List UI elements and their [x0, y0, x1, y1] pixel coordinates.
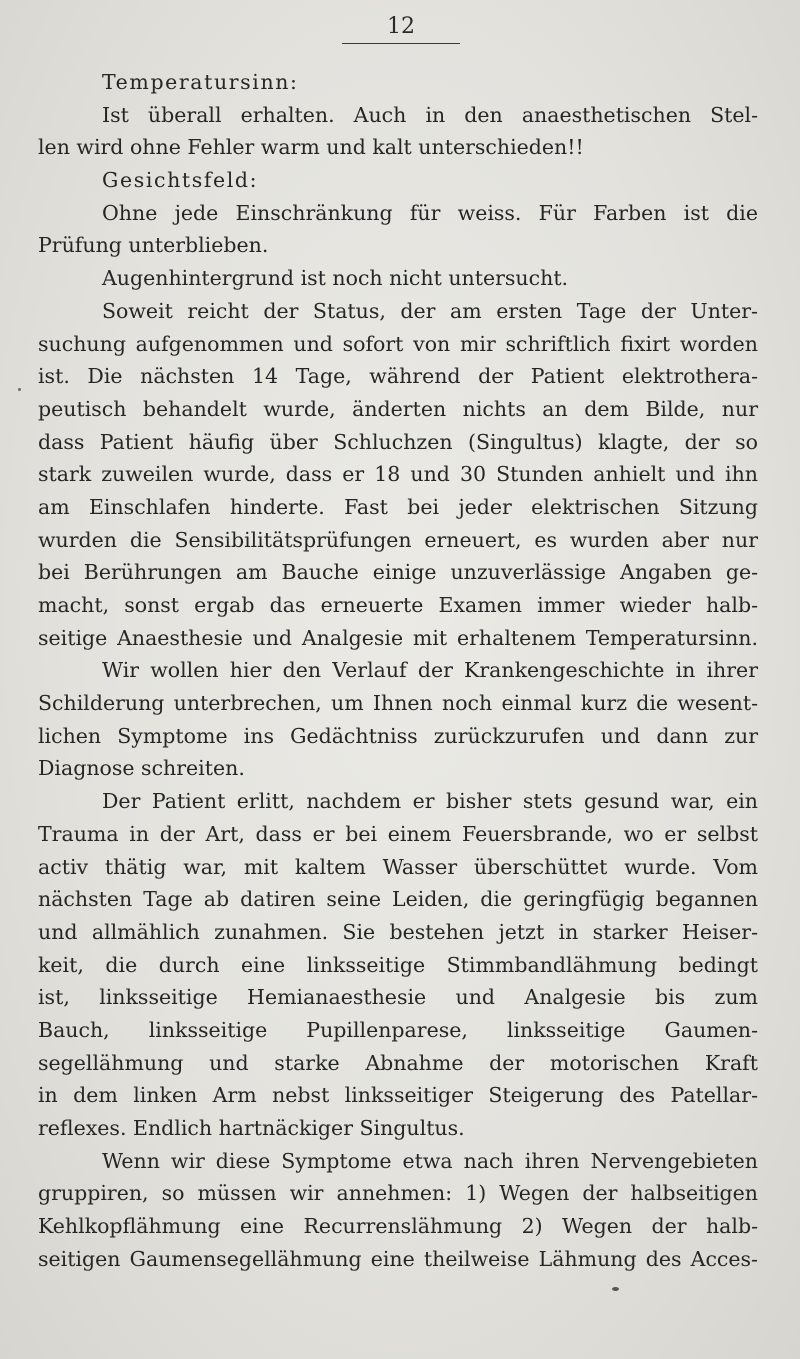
text-line: Trauma in der Art, dass er bei einem Feuersbrande, wo er selbst: [38, 821, 758, 846]
page-number: 12: [387, 14, 415, 39]
text-line: nächsten Tage ab datiren seine Leiden, die geringfügig begannen: [38, 887, 758, 912]
text-line: segellähmung und starke Abnahme der motorischen Kraft: [38, 1050, 758, 1075]
text-line: Prüfung unterblieben.: [38, 233, 269, 258]
text-line: ist. Die nächsten 14 Tage, während der Patient elektrothera-: [38, 364, 758, 389]
text-line: Bauch, linksseitige Pupillenparese, linksseitige Gaumen-: [38, 1017, 758, 1042]
text-line: Diagnose schreiten.: [38, 756, 245, 781]
text-line: Temperatursinn:: [102, 70, 299, 94]
text-line: und allmählich zunahmen. Sie bestehen jetzt in starker Heiser-: [38, 919, 758, 944]
text-line: peutisch behandelt wurde, änderten nichts an dem Bilde, nur: [38, 396, 758, 421]
text-line: seitigen Gaumensegellähmung eine theilweise Lähmung des Acces-: [38, 1246, 758, 1271]
text-line: Schilderung unterbrechen, um Ihnen noch einmal kurz die wesent-: [38, 691, 758, 716]
text-line: keit, die durch eine linksseitige Stimmbandlähmung bedingt: [38, 952, 758, 977]
text-line: macht, sonst ergab das erneuerte Examen immer wieder halb-: [38, 593, 758, 617]
text-line: Wir wollen hier den Verlauf der Krankengeschichte in ihrer: [102, 658, 758, 683]
text-line: lichen Symptome ins Gedächtniss zurückzurufen und dann zur: [38, 723, 758, 748]
text-line: am Einschlafen hinderte. Fast bei jeder elektrischen Sitzung: [38, 494, 758, 519]
text-line: bei Berührungen am Bauche einige unzuverlässige Angaben ge-: [38, 560, 758, 585]
body-text: [38, 66, 758, 1275]
text-line: seitige Anaesthesie und Analgesie mit erhaltenem Temperatursinn.: [38, 625, 758, 650]
text-line: ist, linksseitige Hemianaesthesie und Analgesie bis zum: [38, 985, 758, 1010]
text-line: Kehlkopflähmung eine Recurrenslähmung 2) Wegen der halb-: [38, 1214, 758, 1239]
text-line: Augenhintergrund ist noch nicht untersucht.: [102, 266, 569, 291]
text-line: Ohne jede Einschränkung für weiss. Für Farben ist die: [102, 200, 758, 225]
text-line: Gesichtsfeld:: [102, 168, 259, 193]
text-line: Ist überall erhalten. Auch in den anaesthetischen Stel-: [102, 102, 758, 127]
print-speck: [18, 388, 21, 391]
text-line: gruppiren, so müssen wir annehmen: 1) Wegen der halbseitigen: [38, 1181, 758, 1206]
text-line: activ thätig war, mit kaltem Wasser überschüttet wurde. Vom: [38, 854, 758, 879]
text-line: Wenn wir diese Symptome etwa nach ihren Nervengebieten: [102, 1148, 758, 1173]
text-line: len wird ohne Fehler warm und kalt unterschieden!!: [38, 135, 584, 160]
text-line: dass Patient häufig über Schluchzen (Singultus) klagte, der so: [38, 429, 758, 454]
text-line: reflexes. Endlich hartnäckiger Singultus.: [38, 1116, 465, 1140]
text-line: wurden die Sensibilitätsprüfungen erneuert, es wurden aber nur: [38, 527, 758, 552]
text-line: Der Patient erlitt, nachdem er bisher stets gesund war, ein: [102, 789, 758, 814]
header-rule: [342, 43, 460, 44]
print-speck: [612, 1287, 619, 1291]
text-line: Soweit reicht der Status, der am ersten Tage der Unter-: [102, 298, 758, 323]
text-line: stark zuweilen wurde, dass er 18 und 30 Stunden anhielt und ihn: [38, 462, 758, 487]
text-line: suchung aufgenommen und sofort von mir schriftlich fixirt worden: [38, 331, 758, 356]
text-line: in dem linken Arm nebst linksseitiger Steigerung des Patellar-: [38, 1083, 758, 1108]
